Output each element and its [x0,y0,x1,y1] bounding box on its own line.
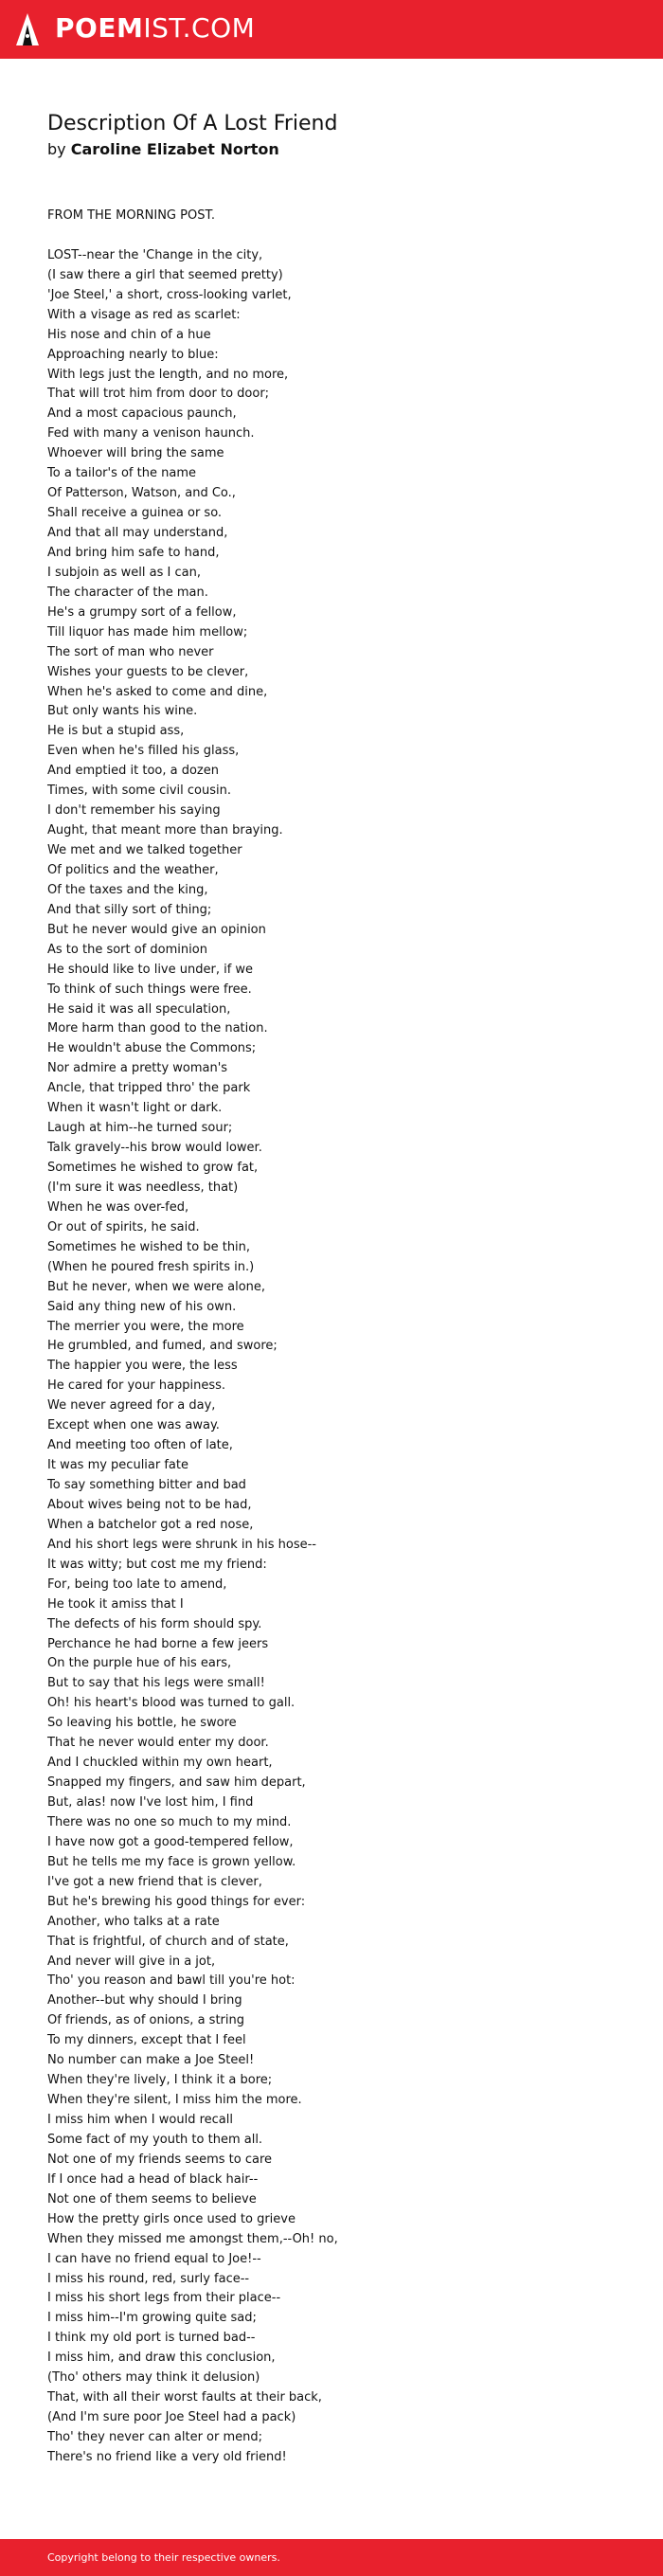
poem-line: I miss him--I'm growing quite sad; [47,2311,257,2326]
poem-line: He grumbled, and fumed, and swore; [47,1339,278,1354]
logo-light-text: IST.COM [143,12,256,44]
poem-line: I think my old port is turned bad-- [47,2331,256,2346]
poem-line: I can have no friend equal to Joe!-- [47,2251,261,2266]
stanza-gap [47,226,635,246]
poem-line: He wouldn't abuse the Commons; [47,1041,257,1056]
poem-line: When he was over-fed, [47,1199,189,1215]
poem-line: I miss him, and draw this conclusion, [47,2351,276,2366]
poem-line: Another--but why should I bring [47,1993,242,2009]
author-link[interactable]: Caroline Elizabet Norton [70,140,279,158]
poem-line: And never will give in a jot, [47,1954,216,1969]
poem-line: About wives being not to be had, [47,1497,252,1512]
poem-line: For, being too late to amend, [47,1576,227,1592]
poem-line: Fed with many a venison haunch. [47,426,255,441]
poem-line: He said it was all speculation, [47,1001,231,1017]
poem-line: When they're silent, I miss him the more. [47,2093,302,2108]
poem-line: To say something bitter and bad [47,1478,246,1492]
poem-line: He's a grumpy sort of a fellow, [47,604,237,620]
poem-line: Tho' you reason and bawl till you're hot: [47,1973,296,1989]
site-header [0,0,663,59]
poem-line: Wishes your guests to be clever, [47,664,249,679]
poem-line: Even when he's filled his glass, [47,744,240,759]
poem-line: Snapped my fingers, and saw him depart, [47,1775,306,1791]
by-label: by [47,140,66,158]
poem-line: But he never, when we were alone, [47,1279,266,1294]
poem-line: With a visage as red as scarlet: [47,307,241,322]
poem-line: The happier you were, the less [47,1359,238,1374]
poem-line: Talk gravely--his brow would lower. [47,1141,262,1156]
poem-line: Ancle, that tripped thro' the park [47,1081,251,1096]
poem-line: When they're lively, I think it a bore; [47,2073,273,2088]
poem-line: That will trot him from door to door; [47,387,270,402]
poem-line: Of friends, as of onions, a string [47,2013,244,2028]
poem-line: To my dinners, except that I feel [47,2033,246,2048]
poem-line: But he never would give an opinion [47,922,266,937]
poem-line: And that all may understand, [47,526,228,540]
poem-line: (I'm sure it was needless, that) [47,1180,239,1195]
poem-line: And I chuckled within my own heart, [47,1756,273,1771]
poem-line: Shall receive a guinea or so. [47,506,223,521]
poem-line: How the pretty girls once used to grieve [47,2211,296,2226]
poem-line: Said any thing new of his own. [47,1299,237,1314]
poem-line: I have now got a good-tempered fellow, [47,1834,294,1849]
poem-line: More harm than good to the nation. [47,1021,268,1036]
poem-line: There's no friend like a very old friend! [47,2449,287,2464]
poem-line: Oh! his heart's blood was turned to gall. [47,1696,296,1711]
poem-line: But only wants his wine. [47,704,198,719]
poem-line: Of the taxes and the king, [47,882,208,897]
poem-line: And his short legs were shrunk in his hose-- [47,1537,316,1552]
poem-line: He took it amiss that I [47,1596,184,1612]
poem-line: Approaching nearly to blue: [47,347,219,362]
poem-line: The defects of his form should spy. [47,1616,262,1631]
poem-line: He should like to live under, if we [47,962,254,977]
poem-preface: FROM THE MORNING POST. [47,208,215,223]
poem-line: 'Joe Steel,' a short, cross-looking varlet, [47,287,292,302]
poem-line: Nor admire a pretty woman's [47,1061,228,1076]
poem-line: I subjoin as well as I can, [47,565,201,580]
poem-line: So leaving his bottle, he swore [47,1716,237,1731]
poem-line: That, with all their worst faults at their back, [47,2390,322,2405]
poem-line: It was my peculiar fate [47,1458,188,1473]
poem-line: Except when one was away. [47,1418,220,1433]
poem-line: Some fact of my youth to them all. [47,2132,263,2147]
copyright-text: Copyright belong to their respective owners. [47,2551,280,2564]
poem-line: With legs just the length, and no more, [47,367,289,382]
poem-line: And meeting too often of late, [47,1438,233,1453]
poem-line: Whoever will bring the same [47,446,224,461]
poem-line: (When he poured fresh spirits in.) [47,1259,255,1274]
poem-line: But he's brewing his good things for ever: [47,1894,306,1909]
poem-line: We never agreed for a day, [47,1398,216,1414]
poem-line: To think of such things were free. [47,982,252,997]
poem-line: (I saw there a girl that seemed pretty) [47,267,283,282]
poem-line: Laugh at him--he turned sour; [47,1121,233,1136]
poem-byline [47,139,279,160]
poem-line: But to say that his legs were small! [47,1676,265,1691]
poem-line: Sometimes he wished to be thin, [47,1239,251,1254]
site-logo[interactable] [55,12,255,45]
poem-line: There was no one so much to my mind. [47,1814,292,1829]
poem-line: It was witty; but cost me my friend: [47,1557,267,1572]
poem-line: No number can make a Joe Steel! [47,2053,255,2068]
poem-line: And bring him safe to hand, [47,545,220,560]
poem-line: I don't remember his saying [47,803,221,819]
poem-line: To a tailor's of the name [47,466,196,481]
poem-line: The character of the man. [47,585,208,600]
poem-line: But he tells me my face is grown yellow. [47,1854,296,1869]
poem-title: Description Of A Lost Friend [47,112,338,135]
poem-line: But, alas! now I've lost him, I find [47,1795,254,1810]
poem-line: I miss him when I would recall [47,2113,233,2127]
poem-line: He cared for your happiness. [47,1378,226,1394]
poem-line: When it wasn't light or dark. [47,1101,223,1116]
poem-line: That he never would enter my door. [47,1736,269,1751]
poem-line: The sort of man who never [47,644,214,659]
poem-line: That is frightful, of church and of state, [47,1934,289,1949]
poem-line: The merrier you were, the more [47,1319,244,1334]
poem-line: On the purple hue of his ears, [47,1656,232,1671]
site-footer [0,2539,663,2576]
poem-line: When they missed me amongst them,--Oh! no, [47,2231,338,2246]
poem-line: LOST--near the 'Change in the city, [47,247,263,262]
poem-line: And emptied it too, a dozen [47,764,219,779]
poem-line: When a batchelor got a red nose, [47,1517,254,1532]
poem-line: His nose and chin of a hue [47,327,211,342]
logo-bold-text: POEM [55,12,144,44]
poem-line: Tho' they never can alter or mend; [47,2430,263,2444]
pen-nib-icon[interactable] [13,11,42,49]
poem-line: And that silly sort of thing; [47,902,212,917]
poem-line: Of Patterson, Watson, and Co., [47,486,236,501]
poem-line: Or out of spirits, he said. [47,1219,200,1234]
poem-line: If I once had a head of black hair-- [47,2171,259,2187]
poem-line: Sometimes he wished to grow fat, [47,1161,259,1175]
poem-line: He is but a stupid ass, [47,724,185,739]
poem-line: Perchance he had borne a few jeers [47,1636,269,1651]
poem-line: Till liquor has made him mellow; [47,624,248,639]
poem-line: Not one of my friends seems to care [47,2152,273,2167]
poem-line: I've got a new friend that is clever, [47,1874,262,1889]
poem-line: Times, with some civil cousin. [47,784,231,799]
poem-line: And a most capacious paunch, [47,406,237,422]
poem-line: I miss his round, red, surly face-- [47,2271,250,2286]
poem-line: Aught, that meant more than braying. [47,823,283,838]
poem-line: We met and we talked together [47,843,242,857]
poem-line: I miss his short legs from their place-- [47,2291,281,2306]
poem-line: Of politics and the weather, [47,862,219,877]
poem-line: Another, who talks at a rate [47,1914,220,1929]
poem-line: As to the sort of dominion [47,942,207,957]
poem-line: (And I'm sure poor Joe Steel had a pack) [47,2410,296,2425]
poem-line: When he's asked to come and dine, [47,684,268,699]
poem-body [47,207,635,2468]
poem-line: Not one of them seems to believe [47,2191,257,2207]
poem-line: (Tho' others may think it delusion) [47,2370,260,2386]
